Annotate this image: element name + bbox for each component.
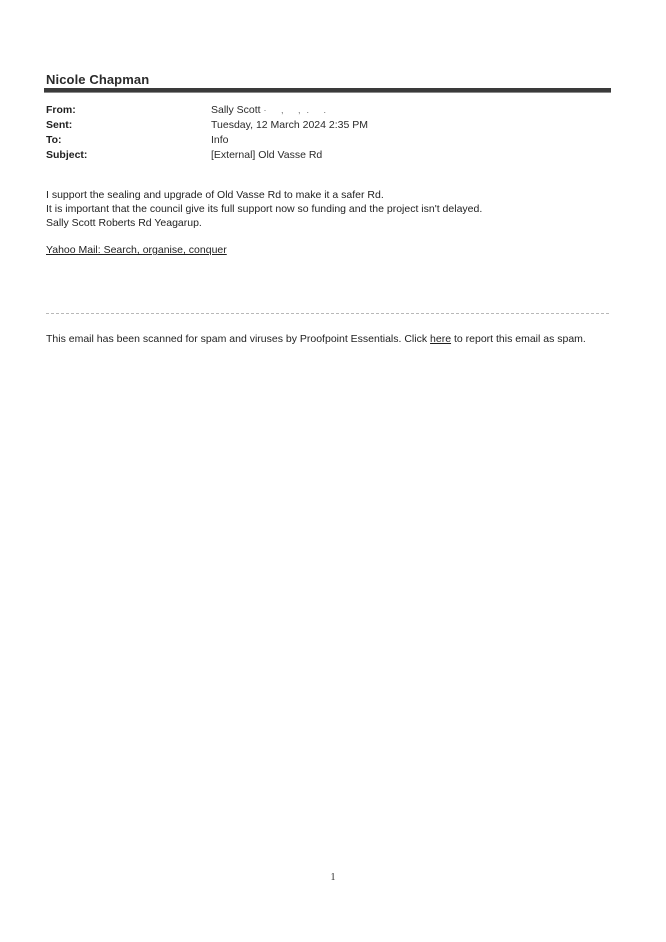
- subject-row: [46, 148, 606, 163]
- dotted-divider: [46, 313, 609, 314]
- to-value: Info: [211, 134, 229, 146]
- page-number: 1: [330, 872, 336, 883]
- from-label: From:: [46, 104, 76, 116]
- email-body: [46, 188, 616, 230]
- email-header-fields: [46, 103, 606, 163]
- body-line: Sally Scott Roberts Rd Yeagarup.: [46, 217, 202, 229]
- body-line: It is important that the council give its full support now so funding and the project isn't delayed.: [46, 203, 483, 215]
- report-spam-link[interactable]: here: [430, 333, 452, 345]
- body-line: I support the sealing and upgrade of Old Vasse Rd to make it a safer Rd.: [46, 189, 384, 201]
- yahoo-mail-signature-link[interactable]: Yahoo Mail: Search, organise, conquer: [46, 244, 227, 256]
- to-label: To:: [46, 134, 62, 146]
- mailbox-owner-name: Nicole Chapman: [46, 72, 150, 87]
- from-row: [46, 103, 606, 118]
- from-sender-name: Sally Scott: [211, 104, 261, 116]
- sent-row: [46, 118, 606, 133]
- scan-notice-text-before: This email has been scanned for spam and viruses by Proofpoint Essentials. Click: [46, 333, 431, 345]
- header-divider: [44, 88, 611, 93]
- to-row: [46, 133, 606, 148]
- sent-value: Tuesday, 12 March 2024 2:35 PM: [211, 119, 369, 131]
- from-value: [211, 103, 332, 118]
- redacted-email-address: · , ,. .: [263, 105, 333, 115]
- spam-scan-notice: [46, 333, 586, 345]
- subject-value: [External] Old Vasse Rd: [211, 149, 323, 161]
- subject-label: Subject:: [46, 149, 88, 161]
- scan-notice-text-after: to report this email as spam.: [451, 333, 586, 345]
- sent-label: Sent:: [46, 119, 73, 131]
